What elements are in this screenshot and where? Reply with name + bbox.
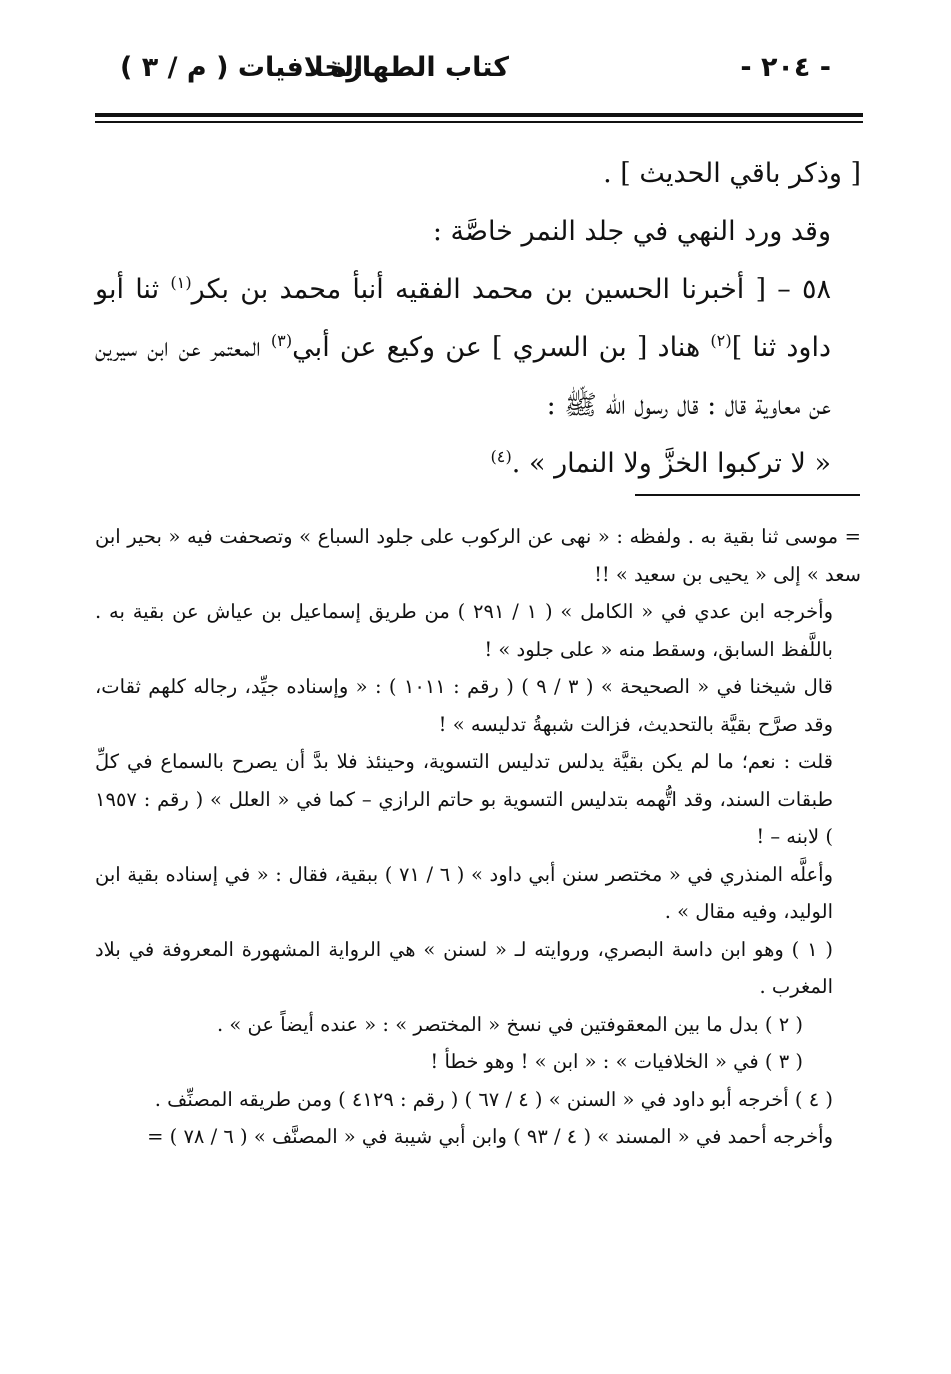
footnote-separator xyxy=(635,494,860,496)
footnote-1: ( ١ ) وهو ابن داسة البصري، وروايته لـ « لسنن » هي الرواية المشهورة المعروفة في بلاد المغرب . xyxy=(95,937,833,998)
footnote-4-continuation: وأخرجه أحمد في « المسند » ( ٤ / ٩٣ ) وابن أبي شيبة في « المصنَّف » ( ٦ / ٧٨ ) = xyxy=(147,1125,833,1148)
isnad-part-c: هناد [ بن السري ] عن وكيع عن أبي xyxy=(292,332,711,363)
isnad-part-d: المعتمر عن ابن سيرين عن معاوية قال : قال رسول الله ﷺ : xyxy=(95,332,831,421)
footnote-4: ( ٤ ) أخرجه أبو داود في « السنن » ( ٤ / ٦٧ ) ( رقم : ٤١٢٩ ) ومن طريقه المصنِّف . xyxy=(154,1087,833,1111)
footnotes xyxy=(95,518,861,1156)
main-line-2: وقد ورد النهي في جلد النمر خاصَّة : xyxy=(432,216,831,247)
footnote-ref-3: (٣) xyxy=(270,331,293,350)
footnote-3: ( ٣ ) في « الخلافيات » : « ابن » ! وهو خطأ ! xyxy=(430,1050,803,1073)
isnad-part-a: [ أخبرنا الحسين بن محمد الفقيه أنبأ محمد بن بكر xyxy=(191,274,767,305)
note-continuation: = موسى ثنا بقية به . ولفظه : « نهى عن الركوب على جلود السباع » وتصحفت فيه « بحير ابن سعد » إلى « يحيى بن سعيد » !! xyxy=(95,525,861,586)
note-paragraph-3: قال شيخنا في « الصحيحة » ( ٣ / ٩ ) ( رقم : ١٠١١ ) : « وإسناده جيِّد، رجاله كلهم ثقات، وقد صرَّح بقيَّة بالتحديث، فزالت شبهةُ تدليسه » ! xyxy=(95,675,834,736)
running-header xyxy=(120,44,831,94)
note-paragraph-2: وأخرجه ابن عدي في « الكامل » ( ١ / ٢٩١ ) من طريق إسماعيل بن عياش عن بقية به . باللَّفظ السابق، وسقط منه « على جلود » ! xyxy=(95,600,833,661)
header-rule-thick xyxy=(95,113,863,117)
hadith-58 xyxy=(95,261,861,435)
page-number: - ٢٠٤ - xyxy=(740,52,831,83)
main-text xyxy=(95,145,861,493)
isnad-part-b: ثنا أبو داود ثنا ] xyxy=(95,274,831,363)
main-line-1: [ وذكر باقي الحديث ] . xyxy=(603,158,861,189)
book-title: كتاب الطهارة xyxy=(330,52,509,83)
footnote-ref-2: (٢) xyxy=(710,331,732,350)
note-paragraph-5: وأعلَّه المنذري في « مختصر سنن أبي داود » ( ٦ / ٧١ ) ببقية، فقال : « في إسناده بقية ابن الوليد، وفيه مقال » . xyxy=(95,862,834,923)
hadith-quote: « لا تركبوا الخزَّ ولا النمار » . xyxy=(511,448,831,479)
footnote-2: ( ٢ ) بدل ما بين المعقوفتين في نسخ « المختصر » : « عنده أيضاً عن » . xyxy=(217,1012,803,1036)
hadith-text xyxy=(95,435,861,493)
footnote-ref-4: (٤) xyxy=(490,447,512,466)
footnote-ref-1: (١) xyxy=(170,273,192,292)
section-title: الخلافيات ( م / ٣ ) xyxy=(120,52,364,83)
header-rule-thin xyxy=(95,121,863,123)
hadith-number: ٥٨ – xyxy=(766,274,831,305)
note-paragraph-4: قلت : نعم؛ ما لم يكن بقيَّة يدلس تدليس التسوية، وحينئذ فلا بدَّ أن يصرح بالسماع في كلِّ طبقات السند، وقد اتُّهمه بتدليس التسوية بو حاتم الرازي – كما في « العلل » ( رقم : ١٩٥٧ ) لابنه – ! xyxy=(95,750,833,848)
